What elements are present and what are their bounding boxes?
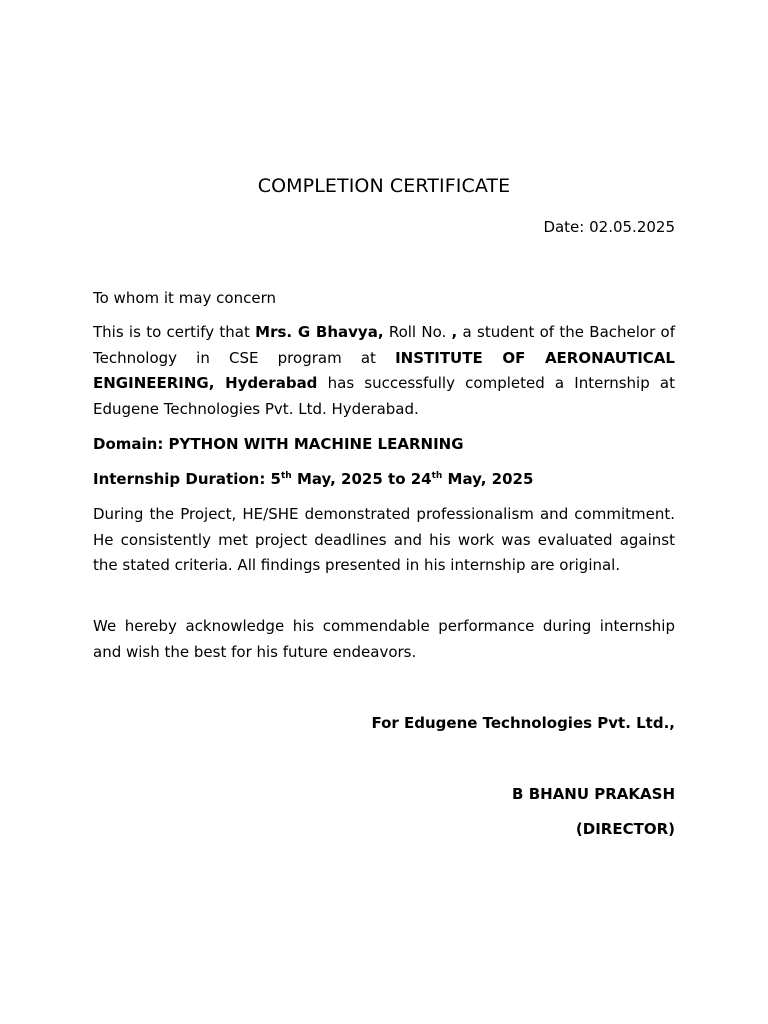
signature-company: For Edugene Technologies Pvt. Ltd., [371, 714, 675, 732]
internship-duration [93, 470, 533, 488]
duration-middle: May, 2025 to 24 [291, 470, 432, 488]
duration-suffix-start: th [281, 471, 292, 481]
duration-end: May, 2025 [442, 470, 534, 488]
certificate-title: COMPLETION CERTIFICATE [257, 175, 511, 197]
signer-title: (DIRECTOR) [575, 820, 675, 838]
signer-name: B BHANU PRAKASH [512, 785, 675, 803]
domain-line: Domain: PYTHON WITH MACHINE LEARNING [93, 435, 464, 453]
intro-text-2: Roll No. [383, 323, 452, 341]
intro-text-3: a student of the Bachelor of Technology in CSE program at [93, 323, 675, 367]
intro-text-4: has successfully completed a Internship at Edugene Technologies Pvt. Ltd. Hyderabad. [93, 374, 675, 418]
roll-number-comma: , [451, 323, 458, 341]
greeting-line: To whom it may concern [93, 289, 276, 307]
student-name: Mrs. G Bhavya, [255, 323, 384, 341]
acknowledgement-paragraph: We hereby acknowledge his commendable performance during internship and wish the best for his future endeavors. [93, 617, 675, 661]
performance-paragraph: During the Project, HE/SHE demonstrated professionalism and commitment. He consistently met project deadlines and his work was evaluated against the stated criteria. All findings presented in his internship are original. [93, 505, 675, 574]
certificate-date: Date: 02.05.2025 [543, 218, 675, 236]
intro-text-1: This is to certify that [93, 323, 256, 341]
institute-name: INSTITUTE OF AERONAUTICAL ENGINEERING, Hyderabad [93, 348, 675, 392]
certification-paragraph [93, 320, 675, 422]
certificate-page [93, 0, 675, 1024]
duration-label: Internship Duration: 5 [93, 470, 281, 488]
duration-suffix-end: th [431, 471, 443, 481]
